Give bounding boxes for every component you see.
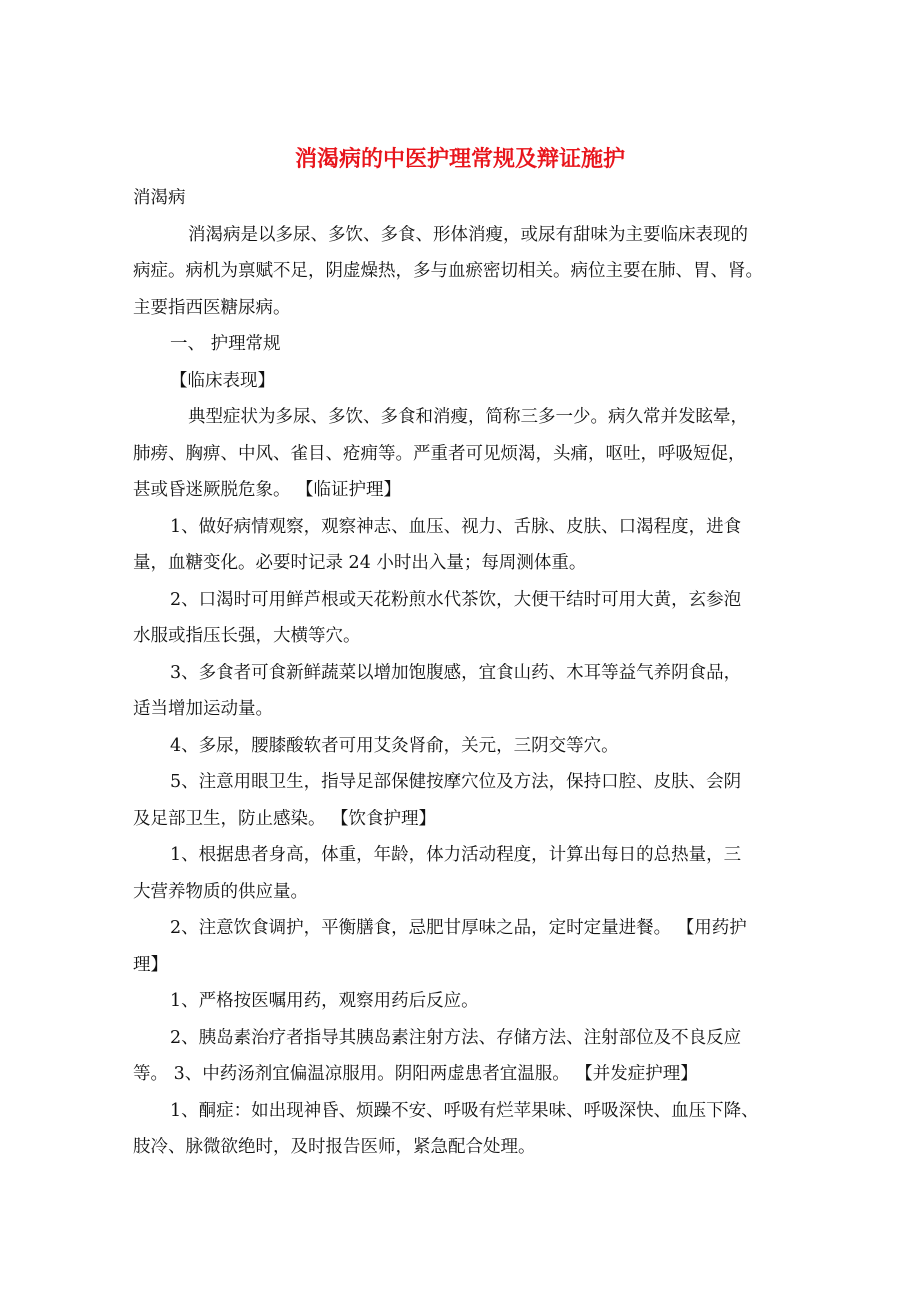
paragraph-line: 及足部卫生，防止感染。 【饮食护理】: [133, 808, 437, 829]
paragraph-line: 1、根据患者身高，体重，年龄，体力活动程度，计算出每日的总热量，三: [170, 845, 742, 865]
paragraph-line: 等。 3、中药汤剂宜偏温凉服用。阴阳两虚患者宜温服。 【并发症护理】: [133, 1064, 698, 1084]
paragraph-line: 病症。病机为禀赋不足，阴虚燥热，多与血瘀密切相关。病位主要在肺、胃、肾。: [133, 261, 763, 281]
paragraph-line: 消渴病: [133, 188, 186, 208]
paragraph-line: 适当增加运动量。: [133, 699, 273, 719]
paragraph-line: 2、口渴时可用鲜芦根或天花粉煎水代茶饮，大便干结时可用大黄，玄参泡: [170, 589, 742, 610]
paragraph-line: 一、 护理常规: [170, 334, 281, 354]
paragraph-line: 1、做好病情观察，观察神志、血压、视力、舌脉、皮肤、口渴程度，进食: [170, 516, 742, 537]
paragraph-line: 典型症状为多尿、多饮、多食和消瘦，简称三多一少。病久常并发眩晕，: [188, 407, 748, 427]
paragraph-line: 主要指西医糖尿病。: [133, 297, 291, 318]
paragraph-line: 肢冷、脉微欲绝时，及时报告医师，紧急配合处理。: [133, 1137, 536, 1157]
paragraph-line: 【临床表现】: [170, 370, 275, 391]
paragraph-line: 理】: [133, 954, 168, 975]
paragraph-line: 1、酮症：如出现神昏、烦躁不安、呼吸有烂苹果味、呼吸深快、血压下降、: [170, 1100, 759, 1121]
paragraph-line: 1、严格按医嘱用药，观察用药后反应。: [170, 991, 479, 1011]
document-title: 消渴病的中医护理常规及辩证施护: [294, 146, 625, 172]
paragraph-line: 2、注意饮食调护，平衡膳食，忌肥甘厚味之品，定时定量进餐。 【用药护: [170, 918, 747, 938]
paragraph-line: 3、多食者可食新鲜蔬菜以增加饱腹感，宜食山药、木耳等益气养阴食品，: [170, 662, 742, 683]
paragraph-line: 消渴病是以多尿、多饮、多食、形体消瘦，或尿有甜味为主要临床表现的: [188, 224, 748, 245]
paragraph-line: 甚或昏迷厥脱危象。 【临证护理】: [133, 480, 402, 500]
paragraph-line: 水服或指压长强，大横等穴。: [133, 626, 361, 646]
paragraph-line: 2、胰岛素治疗者指导其胰岛素注射方法、存储方法、注射部位及不良反应: [170, 1027, 742, 1048]
paragraph-line: 大营养物质的供应量。: [133, 881, 308, 902]
paragraph-line: 量，血糖变化。必要时记录 24 小时出入量；每周测体重。: [133, 553, 587, 573]
paragraph-line: 5、注意用眼卫生，指导足部保健按摩穴位及方法，保持口腔、皮肤、会阴: [170, 772, 742, 792]
document-body: [133, 180, 805, 1166]
paragraph-line: 4、多尿，腰膝酸软者可用艾灸肾俞，关元，三阴交等穴。: [170, 735, 619, 756]
paragraph-line: 肺痨、胸痹、中风、雀目、疮痈等。严重者可见烦渴，头痛，呕吐，呼吸短促，: [133, 443, 746, 464]
